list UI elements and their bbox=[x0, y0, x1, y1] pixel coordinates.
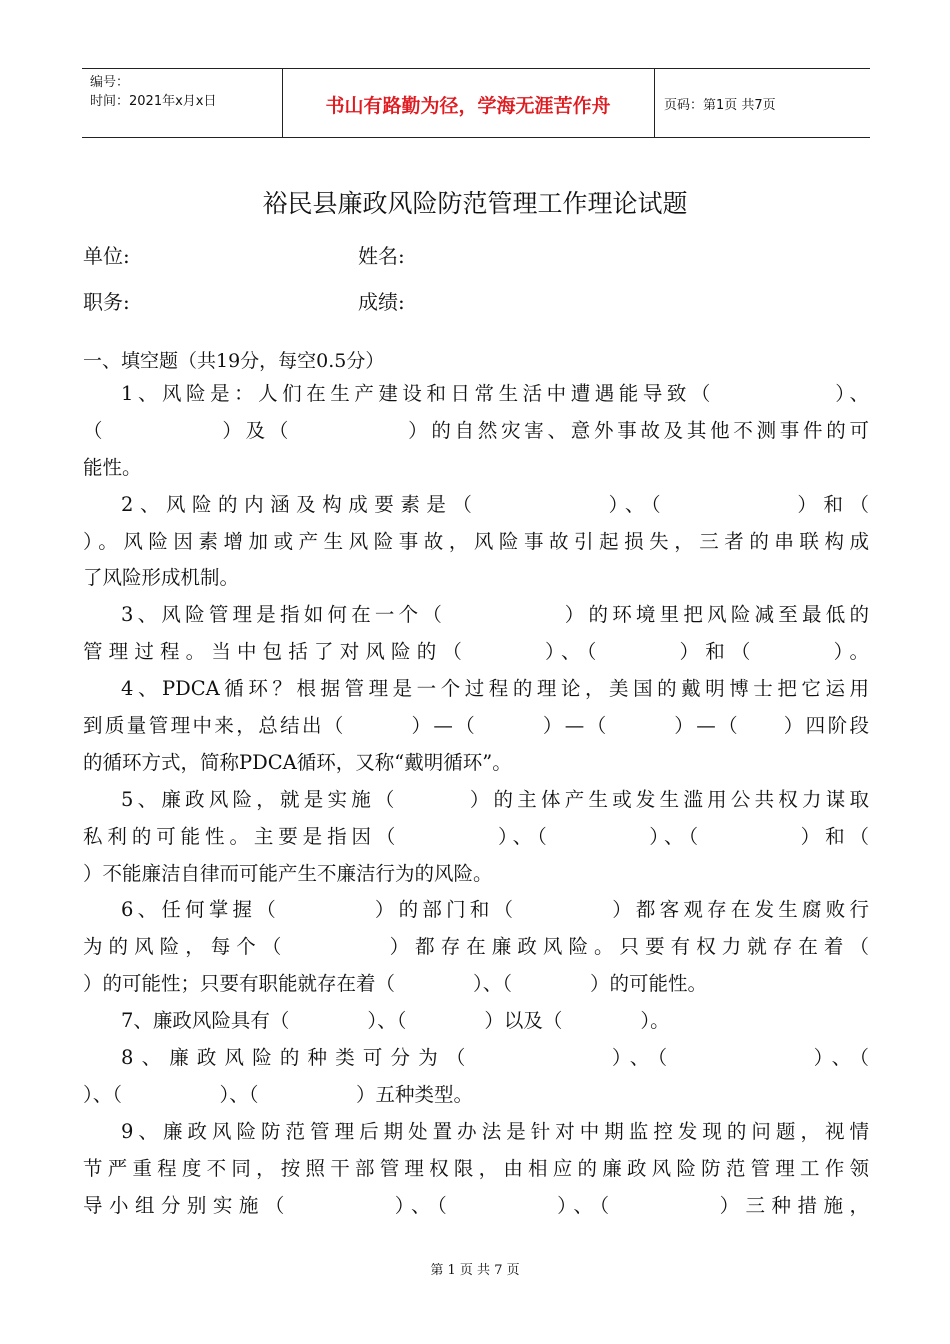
question-line: 9、廉政风险防范管理后期处置办法是针对中期监控发现的问题，视情 bbox=[121, 1119, 869, 1143]
question-line: 为的风险，每个（ ）都存在廉政风险。只要有权力就存在着（ bbox=[83, 935, 869, 959]
question-line: 3、风险管理是指如何在一个（ ）的环境里把风险减至最低的 bbox=[121, 603, 869, 627]
question-line: 6、任何掌握（ ）的部门和（ ）都客观存在发生腐败行 bbox=[121, 898, 869, 922]
question-line: 1、风险是：人们在生产建设和日常生活中遭遇能导致（ ）、 bbox=[121, 382, 869, 405]
question-line: 私利的可能性。主要是指因（ ）、（ ）、（ ）和（ bbox=[83, 824, 869, 848]
question-line: 8、廉政风险的种类可分为（ ）、（ ）、（ bbox=[121, 1046, 869, 1070]
question-line: 2、风险的内涵及构成要素是（ ）、（ ）和（ bbox=[121, 492, 869, 516]
code-label: 编号： bbox=[90, 75, 130, 90]
section-heading: 一、填空题（共19分，每空0.5分） bbox=[83, 350, 385, 372]
header-divider bbox=[654, 69, 655, 137]
document-title: 裕民县廉政风险防范管理工作理论试题 bbox=[262, 189, 688, 218]
question-line: 能性。 bbox=[83, 455, 142, 479]
question-line: 了风险形成机制。 bbox=[83, 566, 240, 590]
page-footer: 第 1 页 共 7 页 bbox=[430, 1263, 520, 1278]
position-field: 职务: bbox=[83, 290, 130, 314]
header-motto: 书山有路勤为径，学海无涯苦作舟 bbox=[325, 95, 611, 117]
name-field: 姓名: bbox=[358, 244, 405, 268]
question-line: 4、PDCA循环？根据管理是一个过程的理论，美国的戴明博士把它运用 bbox=[121, 677, 869, 701]
question-line: 到质量管理中来，总结出（ ）—（ ）—（ ）—（ ）四阶段 bbox=[83, 714, 869, 738]
question-line: 5、廉政风险，就是实施（ ）的主体产生或发生滥用公共权力谋取 bbox=[121, 787, 869, 811]
time-label: 时间：2021年x月x日 bbox=[90, 94, 217, 109]
question-line: ）。风险因素增加或产生风险事故，风险事故引起损失，三者的串联构成 bbox=[83, 529, 869, 553]
question-line: 导小组分别实施（ ）、（ ）、（ ）三种措施， bbox=[83, 1193, 869, 1217]
question-line: 7、廉政风险具有（ ）、（ ）以及（ ）。 bbox=[121, 1009, 670, 1033]
header-meta bbox=[90, 73, 216, 111]
question-line: ）、（ ）、（ ）五种类型。 bbox=[83, 1082, 474, 1106]
question-line: （ ）及（ ）的自然灾害、意外事故及其他不测事件的可 bbox=[83, 418, 869, 442]
question-line: 管理过程。当中包括了对风险的（ ）、（ ）和（ ）。 bbox=[83, 640, 869, 664]
score-field: 成绩: bbox=[358, 290, 405, 314]
question-body bbox=[83, 376, 869, 1224]
question-line: ）的可能性；只要有职能就存在着（ ）、（ ）的可能性。 bbox=[83, 972, 708, 996]
page-header bbox=[82, 68, 870, 138]
question-line: ）不能廉洁自律而可能产生不廉洁行为的风险。 bbox=[83, 861, 493, 885]
question-line: 的循环方式，简称PDCA循环，又称“戴明循环”。 bbox=[83, 750, 512, 774]
question-line: 节严重程度不同，按照干部管理权限，由相应的廉政风险防范管理工作领 bbox=[83, 1156, 869, 1180]
header-page-info: 页码：第1页 共7页 bbox=[664, 98, 776, 113]
unit-field: 单位: bbox=[83, 244, 130, 268]
